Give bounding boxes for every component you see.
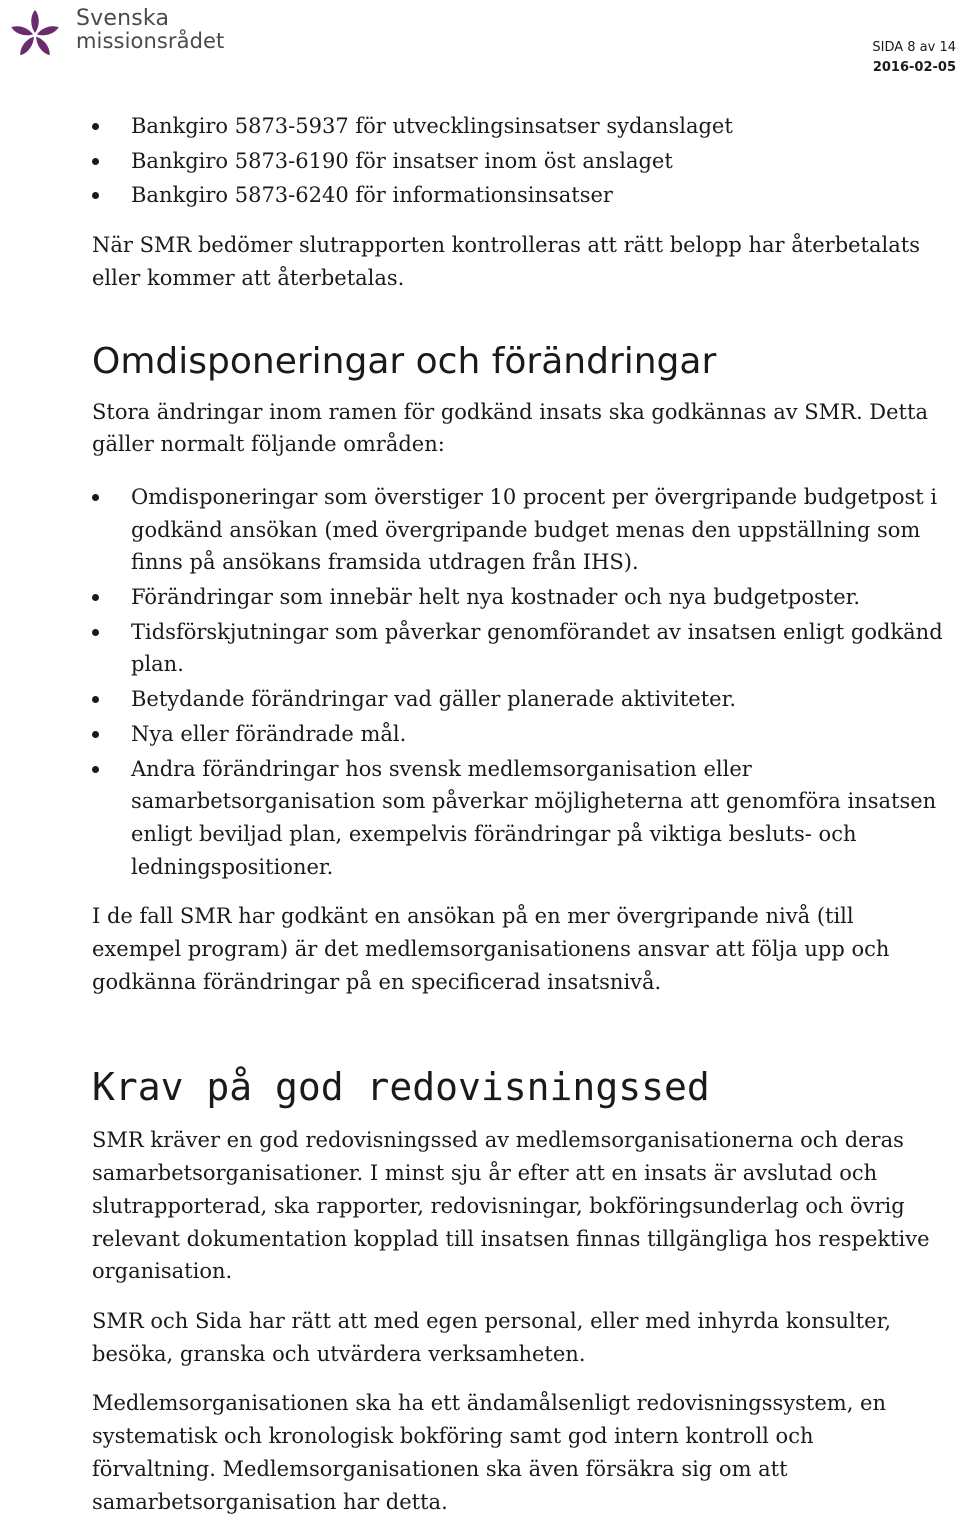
list-item: Bankgiro 5873-6190 för insatser inom öst anslaget (92, 145, 944, 178)
svenska-missionsradet-logo-icon (6, 6, 64, 64)
brand-line-1: Svenska (76, 6, 170, 31)
section-heading-omdisponeringar: Omdisponeringar och förändringar (92, 340, 717, 382)
page-number: SIDA 8 av 14 (872, 40, 956, 55)
section1-closing-paragraph: I de fall SMR har godkänt en ansökan på en mer övergripande nivå (till exempel program) är det medlemsorganisationens ansvar att följa upp och godkänna förändringar på en specificerad insatsnivå. (92, 904, 890, 994)
page-header (0, 0, 960, 80)
list-item: Tidsförskjutningar som påverkar genomförandet av insatsen enligt godkänd plan. (92, 616, 944, 681)
brand-line-2: missionsrådet (76, 29, 225, 53)
section2-paragraph-2: SMR och Sida har rätt att med egen personal, eller med inhyrda konsulter, besöka, granska och utvärdera verksamheten. (92, 1308, 892, 1366)
section1-paragraph: Stora ändringar inom ramen för godkänd insats ska godkännas av SMR. Detta gäller normalt följande områden: (92, 399, 928, 457)
section-heading-redovisningssed: Krav på god redovisningssed (92, 1065, 710, 1110)
section2-paragraph-3: Medlemsorganisationen ska ha ett ändamålsenligt redovisningssystem, en systematisk och kronologisk bokföring samt god intern kontroll och förvaltning. Medlemsorganisationen ska även försäkra sig om att samarbetsorganisation har detta. (92, 1391, 887, 1514)
section2-paragraph-1: SMR kräver en god redovisningssed av medlemsorganisationerna och deras samarbetsorganisationer. I minst sju år efter att en insats är avslutad och slutrapporterad, ska rapporter, redovisningar, bokföringsunderlag och övrig relevant dokumentation kopplad till insatsen finnas tillgängliga hos respektive organisation. (92, 1128, 930, 1284)
list-item: Bankgiro 5873-5937 för utvecklingsinsatser sydanslaget (92, 110, 944, 143)
list-item: Betydande förändringar vad gäller planerade aktiviteter. (92, 683, 944, 716)
list-item: Andra förändringar hos svensk medlemsorganisation eller samarbetsorganisation som påverkar möjligheterna att genomföra insatsen enligt beviljad plan, exempelvis förändringar på viktiga besluts- och ledningspositioner. (92, 753, 944, 884)
brand-name (76, 8, 224, 52)
list-item: Omdisponeringar som överstiger 10 procent per övergripande budgetpost i godkänd ansökan (med övergripande budget menas den uppställning som finns på ansökans framsida utdragen från IHS). (92, 481, 944, 579)
change-areas-list (92, 481, 944, 883)
document-body (92, 108, 944, 1518)
list-item: Förändringar som innebär helt nya kostnader och nya budgetposter. (92, 581, 944, 614)
page-meta (872, 38, 956, 78)
document-date: 2016-02-05 (872, 60, 956, 75)
list-item: Nya eller förändrade mål. (92, 718, 944, 751)
bankgiro-list (92, 110, 944, 212)
list-item: Bankgiro 5873-6240 för informationsinsatser (92, 179, 944, 212)
intro-paragraph: När SMR bedömer slutrapporten kontrolleras att rätt belopp har återbetalats eller kommer att återbetalas. (92, 233, 920, 290)
